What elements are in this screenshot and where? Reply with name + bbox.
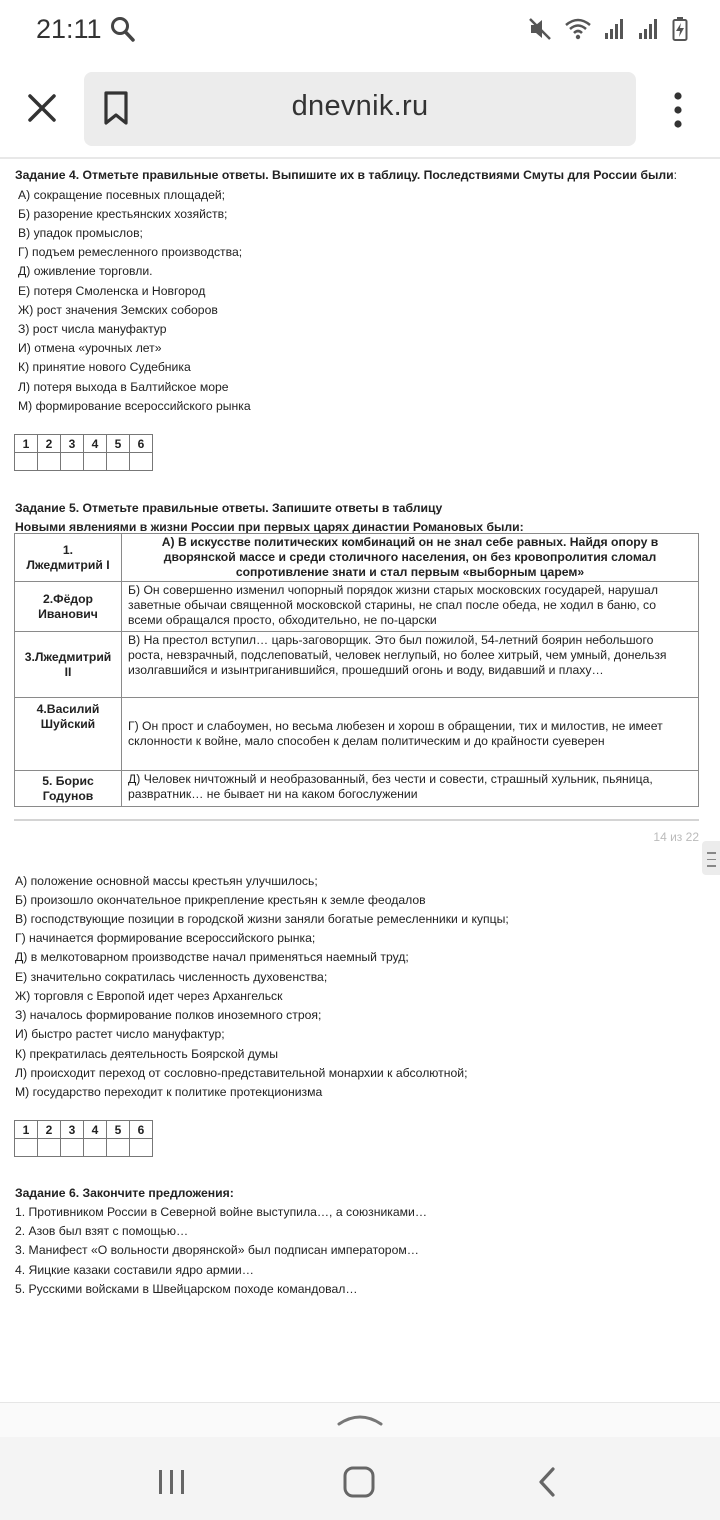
document-view[interactable] [0, 159, 720, 1402]
task4-item: Г) подъем ремесленного производства; [18, 245, 243, 259]
task6-title: Задание 6. Закончите предложения: [15, 1186, 234, 1200]
chevron-up-icon[interactable] [336, 1412, 384, 1428]
grid-cell [107, 453, 130, 471]
grid-cell [38, 453, 61, 471]
task4-item: Б) разорение крестьянских хозяйств; [18, 207, 228, 221]
table-left-cell: 4.Василий Шуйский [15, 698, 122, 771]
page-separator [14, 819, 699, 821]
back-icon[interactable] [536, 1466, 558, 1498]
signal-icon [604, 18, 626, 40]
task6-item: 4. Яицкие казаки составили ядро армии… [15, 1263, 254, 1277]
grid-cell [130, 453, 153, 471]
task4-item: Е) потеря Смоленска и Новгород [18, 284, 206, 298]
task4-item: И) отмена «урочных лет» [18, 341, 162, 355]
table-left-cell: 2.Фёдор Иванович [15, 582, 122, 632]
task5-item: Е) значительно сократилась численность духовенства; [15, 970, 328, 984]
grid-cell [15, 1139, 38, 1157]
grid-cell [38, 1139, 61, 1157]
grid-cell [84, 453, 107, 471]
bottom-sheet-handle[interactable] [0, 1402, 720, 1437]
task4-answer-grid [14, 434, 153, 471]
recent-apps-icon[interactable] [157, 1469, 187, 1495]
table-right-cell: Г) Он прост и слабоумен, но весьма любезен и хорош в обращении, тих и милостив, не имеет склонности к войне, мало способен к делам политическим и до крайности суеверен [122, 698, 699, 771]
task4-item: В) упадок промыслов; [18, 226, 143, 240]
task5-item: Г) начинается формирование всероссийского рынка; [15, 931, 316, 945]
status-icons [528, 16, 688, 42]
navigation-bar [0, 1402, 720, 1520]
task5-item: А) положение основной массы крестьян улучшилось; [15, 874, 318, 888]
wifi-icon [564, 17, 592, 41]
table-right-cell: Б) Он совершенно изменил чопорный порядок жизни старых московских государей, нарушал заветные обычаи священной московской старины, не спал после обеда, не ходил в баню, со всеми обращался просто, обходительно, не по-царски [122, 582, 699, 632]
status-bar [0, 0, 720, 62]
status-time: 21:11 [36, 14, 102, 44]
table-right-cell: Д) Человек ничтожный и необразованный, без чести и совести, страшный хульник, пьяница, развратник… не бывает ни на каком богослужении [122, 771, 699, 807]
task5-item: Б) произошло окончательное прикрепление крестьян к земле феодалов [15, 893, 426, 907]
table-left-cell: 1. Лжедмитрий I [15, 534, 122, 582]
grid-cell [61, 453, 84, 471]
task4-item: А) сокращение посевных площадей; [18, 188, 226, 202]
task4-item: М) формирование всероссийского рынка [18, 399, 251, 413]
task6-item: 5. Русскими войсками в Швейцарском походе командовал… [15, 1282, 358, 1296]
grid-cell [84, 1139, 107, 1157]
table-right-cell: А) В искусстве политических комбинаций он не знал себе равных. Найдя опору в дворянской массе и среди столичного населения, он без кровопролития сломал сопротивление знати и стал первым «выборным царем» [122, 534, 699, 582]
home-icon[interactable] [343, 1466, 375, 1498]
page-indicator: 14 из 22 [653, 830, 699, 844]
grid-cell [61, 1139, 84, 1157]
table-left-cell: 3.Лжедмитрий II [15, 632, 122, 698]
mute-icon [528, 16, 552, 42]
task4-item: З) рост числа мануфактур [18, 322, 167, 336]
grid-header: 5 [107, 1121, 130, 1139]
task5-item: К) прекратилась деятельность Боярской думы [15, 1047, 279, 1061]
more-options-icon[interactable] [662, 88, 694, 132]
signal-icon-2 [638, 18, 660, 40]
grid-header: 3 [61, 1121, 84, 1139]
grid-header: 6 [130, 435, 153, 453]
browser-toolbar [0, 62, 720, 157]
grid-cell [107, 1139, 130, 1157]
task4-item: Д) оживление торговли. [18, 264, 153, 278]
grid-header: 3 [61, 435, 84, 453]
close-icon[interactable] [22, 88, 62, 128]
task4-title: Задание 4. Отметьте правильные ответы. Выпишите их в таблицу. Последствиями Смуты для России были: [15, 168, 678, 182]
grid-header: 1 [15, 1121, 38, 1139]
task4-item: К) принятие нового Судебника [18, 360, 191, 374]
grid-cell [130, 1139, 153, 1157]
task5-item: Л) происходит переход от сословно-представительной монархии к абсолютной; [15, 1066, 468, 1080]
grid-header: 6 [130, 1121, 153, 1139]
task5-item: М) государство переходит к политике протекционизма [15, 1085, 323, 1099]
table-right-cell: В) На престол вступил… царь-заговорщик. Это был пожилой, 54-летний боярин небольшого роста, невзрачный, подслеповатый, человек неглупый, но более хитрый, чем умный, донельзя изолгавшийся и изынтриганившийся, прошедший огонь и воду, видавший и плаху… [122, 632, 699, 698]
grid-cell [15, 453, 38, 471]
grid-header: 2 [38, 1121, 61, 1139]
task5-title: Задание 5. Отметьте правильные ответы. Запишите ответы в таблицу [15, 501, 443, 515]
table-left-cell: 5. Борис Годунов [15, 771, 122, 807]
grid-header: 5 [107, 435, 130, 453]
grid-header: 4 [84, 1121, 107, 1139]
task5-item: Ж) торговля с Европой идет через Архангельск [15, 989, 283, 1003]
url-text[interactable]: dnevnik.ru [291, 90, 429, 122]
grid-header: 4 [84, 435, 107, 453]
battery-charging-icon [672, 16, 688, 42]
scroll-handle[interactable] [702, 841, 720, 875]
task5-match-table [14, 533, 699, 807]
task5-item: И) быстро растет число мануфактур; [15, 1027, 225, 1041]
task5-item: Д) в мелкотоварном производстве начал применяться наемный труд; [15, 950, 409, 964]
search-icon [110, 16, 136, 44]
task4-item: Л) потеря выхода в Балтийское море [18, 380, 229, 394]
task5-item: В) господствующие позиции в городской жизни заняли богатые ремесленники и купцы; [15, 912, 509, 926]
task6-item: 1. Противником России в Северной войне выступила…, а союзниками… [15, 1205, 428, 1219]
task4-item: Ж) рост значения Земских соборов [18, 303, 218, 317]
grid-header: 1 [15, 435, 38, 453]
task6-item: 3. Манифест «О вольности дворянской» был подписан императором… [15, 1243, 419, 1257]
grid-header: 2 [38, 435, 61, 453]
task5-subtitle: Новыми явлениями в жизни России при первых царях династии Романовых были: [15, 520, 524, 534]
task6-item: 2. Азов был взят с помощью… [15, 1224, 189, 1238]
task5-item: З) началось формирование полков иноземного строя; [15, 1008, 322, 1022]
address-bar[interactable] [84, 72, 636, 146]
task5-answer-grid [14, 1120, 153, 1157]
